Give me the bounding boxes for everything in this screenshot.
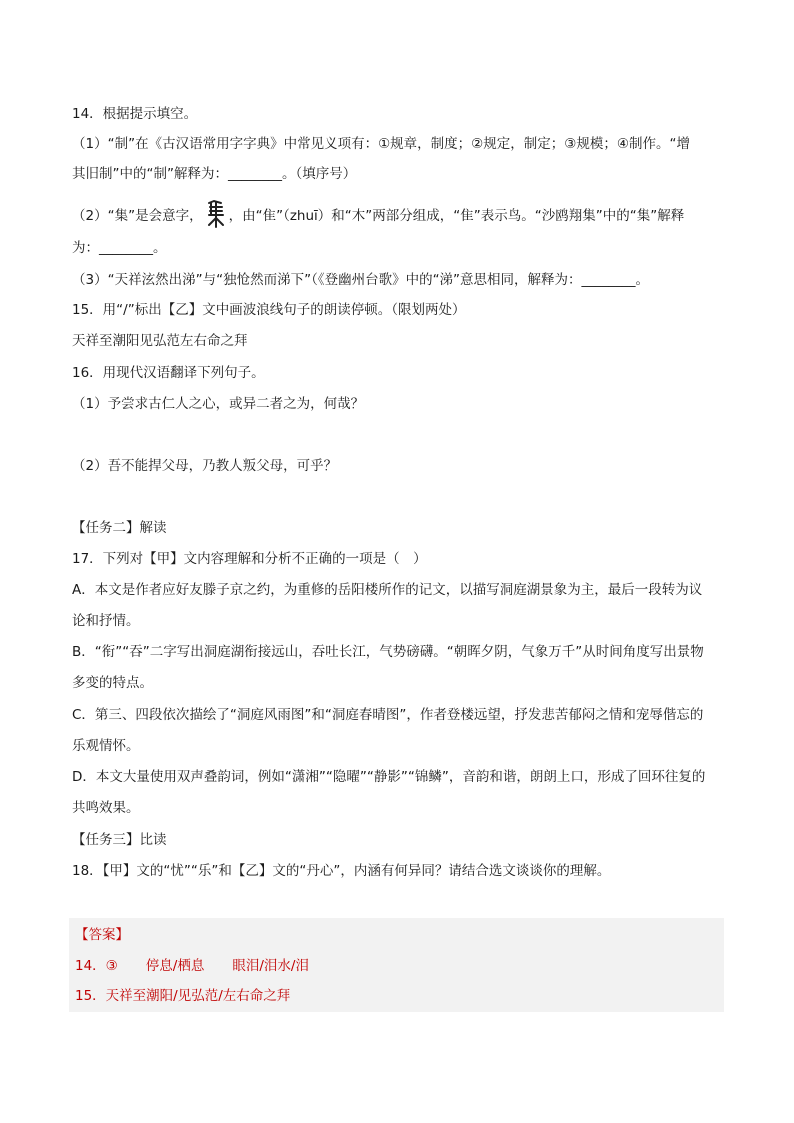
answer-14-1: 14．③	[75, 958, 118, 974]
answer-15: 15．天祥至潮阳/见弘范/左右命之拜	[75, 988, 291, 1004]
q17-option-a-line-2: 论和抒情。	[72, 613, 140, 629]
q17-option-d-line-2: 共鸣效果。	[72, 800, 140, 816]
q14-1-line-2: 其旧制”中的“制”解释为：________。（填序号）	[72, 166, 357, 182]
q17-option-b-line-1: B．“衔”“吞”二字写出洞庭湖衔接远山，吞吐长江，气势磅礴。“朝晖夕阴，气象万千”从时间角度写出景物	[72, 644, 704, 660]
task2-heading: 【任务二】解读	[72, 520, 167, 536]
q14-3: （3）“天祥泫然出涕”与“独怆然而涕下”（《登幽州台歌》中的“涕”意思相同，解释为：________。	[72, 272, 650, 288]
q14-2-line-2: 为：________。	[72, 240, 167, 256]
answer-14-2: 停息/栖息	[145, 958, 205, 974]
q17-option-a-line-1: A．本文是作者应好友滕子京之约，为重修的岳阳楼所作的记文，以描写洞庭湖景象为主，最后一段转为议	[72, 582, 703, 598]
q16-1: （1）予尝求古仁人之心，或异二者之为，何哉？	[72, 396, 365, 412]
q17-option-c-line-1: C．第三、四段依次描绘了“洞庭风雨图”和“洞庭春晴图”，作者登楼远望，抒发悲苦郁闷之情和宠辱偕忘的	[72, 707, 704, 723]
q17-title: 17．下列对【甲】文内容理解和分析不正确的一项是（ ）	[72, 551, 427, 567]
q15-title: 15．用“/”标出【乙】文中画波浪线句子的朗读停顿。（限划两处）	[72, 302, 466, 318]
answer-box	[69, 918, 724, 1012]
q18: 18．【甲】文的“忧”“乐”和【乙】文的“丹心”，内涵有何异同？请结合选文谈谈你的理解。	[72, 863, 611, 879]
q14-2-line-1	[72, 201, 684, 231]
answer-header: 【答案】	[75, 927, 129, 943]
q14-2-text-pre: （2）“集”是会意字，	[72, 208, 203, 224]
q14-title: 14．根据提示填空。	[72, 106, 198, 122]
task3-heading: 【任务三】比读	[72, 832, 167, 848]
q17-option-c-line-2: 乐观情怀。	[72, 738, 140, 754]
q17-option-d-line-1: D．本文大量使用双声叠韵词，例如“潇湘”“隐曜”“静影”“锦鳞”，音韵和谐，朗朗上口，形成了回环往复的	[72, 769, 706, 785]
seal-ji-icon	[205, 199, 227, 229]
q14-1-line-1: （1）“制”在《古汉语常用字字典》中常见义项有：①规章，制度；②规定，制定；③规模；④制作。“增	[72, 136, 690, 152]
q16-2: （2）吾不能捍父母，乃教人叛父母，可乎？	[72, 458, 338, 474]
answer-14	[75, 956, 309, 976]
q15-sentence: 天祥至潮阳见弘范左右命之拜	[72, 333, 248, 349]
q14-2-text-post: ，由“隹”（zhuī）和“木”两部分组成，“隹”表示鸟。“沙鸥翔集”中的“集”解释	[228, 208, 685, 224]
q16-title: 16．用现代汉语翻译下列句子。	[72, 365, 265, 381]
answer-14-3: 眼泪/泪水/泪	[232, 958, 309, 974]
q17-option-b-line-2: 多变的特点。	[72, 675, 153, 691]
